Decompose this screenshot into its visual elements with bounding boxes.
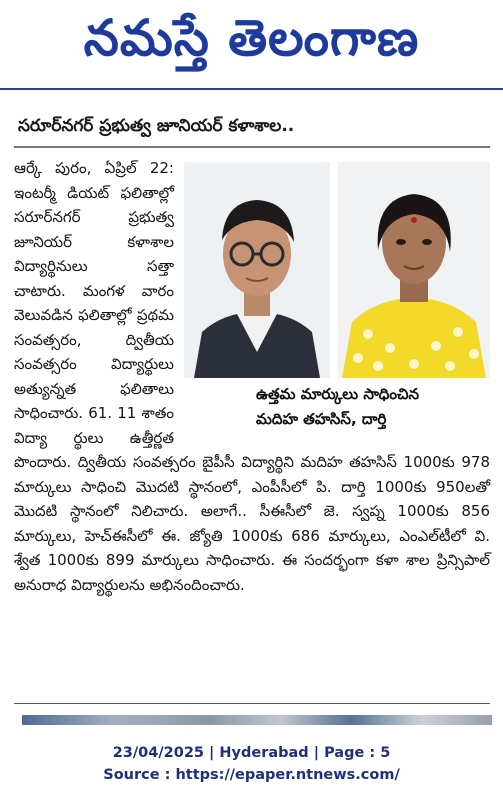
article-body bbox=[14, 156, 490, 597]
article-headline: సరూర్‌నగర్ ప్రభుత్వ జూనియర్ కళాశాల.. bbox=[18, 116, 295, 136]
caption-line: ఉత్తమ మార్కులు సాధించిన bbox=[256, 385, 420, 403]
lead-text: సరూర్‌నగర్ ప్రభుత్వ bbox=[14, 208, 174, 226]
lead-text: సంవత్సరం, bbox=[14, 330, 126, 349]
masthead bbox=[0, 0, 503, 88]
caption-line: మదిహ తహసిస్, దార్తి bbox=[256, 410, 387, 428]
next-article-photo-strip bbox=[22, 715, 492, 725]
page-footer bbox=[0, 742, 503, 786]
article-dateline: ఆర్కే పురం, ఏప్రిల్ 22: bbox=[14, 159, 174, 177]
newspaper-title: నమస్తే తెలంగాణ bbox=[83, 8, 420, 67]
lead-text: వారం వెలువడిన bbox=[14, 281, 174, 324]
headline-divider bbox=[14, 146, 490, 148]
lead-text: విద్యార్థినులు సత్తా bbox=[14, 257, 174, 275]
masthead-divider bbox=[0, 88, 503, 90]
photo-panel bbox=[184, 156, 490, 438]
lead-text: జూనియర్ కళాశాల bbox=[14, 232, 174, 251]
edition-info: 23/04/2025 | Hyderabad | Page : 5 bbox=[112, 745, 391, 761]
source-info: Source : https://epaper.ntnews.com/ bbox=[103, 767, 400, 783]
article-paragraph: విద్యార్థులు అత్యున్నత ఫలితాలు సాధించారు. 61. 11 శాతం విద్యా ర్థులు ఉత్తీర్ణత పొందారు. ద్వితీయ సంవత్సరం బైపీసీ విద్యార్థిని మదిహ తహసిస్ 1000కు 978 మార్కులు సాధించి మొదటి స్థానంలో, ఎంపీసీలో పి. దార్తి 1000కు 950లతో మొదటి స్థానంలో నిలిచారు. అలాగే.. సీఈసీలో జె. స్వప్న 1000కు 856 మార్కులు, హెచ్ఈసీలో ఈ. జ్యోతి 1000కు 686 మార్కులు, ఎంఎల్‌టీలో వి. శ్వేత 1000కు 899 మార్కులు సాధించారు. ఈ సందర్భంగా కళా శాల ప్రిన్సిపాల్ అనురాధ విద్యార్థులను అభినందించారు. bbox=[14, 355, 490, 594]
photo-caption bbox=[256, 382, 490, 432]
lead-text: ద్వితీయ సంవత్సరం bbox=[14, 330, 174, 373]
lead-text: చాటారు. మంగళ bbox=[14, 281, 142, 300]
article-bottom-divider bbox=[14, 703, 490, 704]
lead-text: ఫలితాల్లో ప్రథమ bbox=[78, 306, 174, 324]
lead-text: ఇంటర్మీ డియట్ ఫలితాల్లో bbox=[14, 183, 174, 202]
student-photo-boy bbox=[184, 162, 330, 378]
student-photo-girl bbox=[338, 162, 490, 378]
